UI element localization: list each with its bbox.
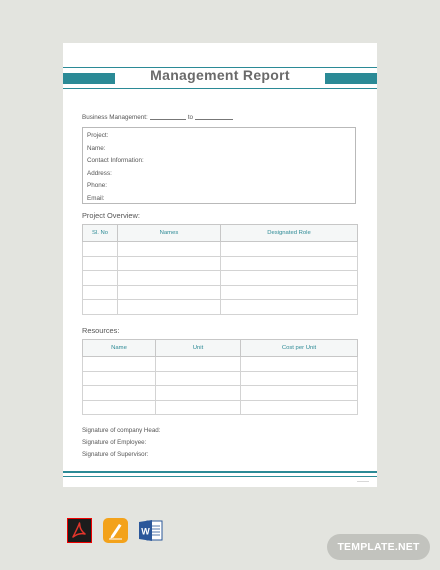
- table-cell[interactable]: [118, 242, 221, 257]
- signature-company-head[interactable]: Signature of company Head:: [82, 427, 161, 434]
- column-header-cost-per-unit: Cost per Unit: [241, 340, 358, 357]
- footer-watermark: ▬▬▬▬: [357, 479, 369, 483]
- title-row: [63, 67, 377, 89]
- table-cell[interactable]: [221, 285, 358, 300]
- table-cell[interactable]: [221, 242, 358, 257]
- column-header-unit: Unit: [156, 340, 241, 357]
- resources-heading: Resources:: [82, 326, 120, 335]
- table-cell[interactable]: [241, 371, 358, 386]
- name-field[interactable]: Name:: [87, 144, 106, 152]
- project-overview-heading: Project Overview:: [82, 211, 140, 220]
- table-row: [83, 271, 358, 286]
- adobe-acrobat-icon[interactable]: [67, 518, 92, 543]
- table-cell[interactable]: [83, 357, 156, 372]
- table-cell[interactable]: [241, 357, 358, 372]
- table-cell[interactable]: [118, 271, 221, 286]
- column-header-designated-role: Designated Role: [221, 225, 358, 242]
- from-blank[interactable]: [150, 119, 186, 120]
- table-cell[interactable]: [156, 400, 241, 415]
- table-row: [83, 400, 358, 415]
- table-cell[interactable]: [83, 242, 118, 257]
- svg-text:W: W: [141, 526, 150, 537]
- table-cell[interactable]: [221, 256, 358, 271]
- table-cell[interactable]: [156, 371, 241, 386]
- table-row: [83, 357, 358, 372]
- to-blank[interactable]: [195, 119, 233, 120]
- table-cell[interactable]: [83, 400, 156, 415]
- microsoft-word-icon[interactable]: [138, 518, 163, 543]
- business-management-label: Business Management:: [82, 114, 148, 121]
- template-net-logo-text: TEMPLATE.NET: [337, 541, 420, 553]
- email-field[interactable]: Email:: [87, 194, 105, 202]
- info-box: [82, 127, 356, 204]
- footer-rule-thick: [63, 471, 377, 473]
- table-cell[interactable]: [83, 371, 156, 386]
- table-row: [83, 256, 358, 271]
- table-cell[interactable]: [118, 285, 221, 300]
- table-cell[interactable]: [83, 300, 118, 315]
- table-cell[interactable]: [83, 271, 118, 286]
- project-overview-table: [82, 224, 358, 315]
- table-row: [83, 242, 358, 257]
- table-cell[interactable]: [156, 357, 241, 372]
- page-title: Management Report: [150, 67, 290, 83]
- table-cell[interactable]: [83, 256, 118, 271]
- contact-information-field[interactable]: Contact Information:: [87, 157, 144, 164]
- table-cell[interactable]: [118, 300, 221, 315]
- address-field[interactable]: Address:: [87, 169, 112, 177]
- table-cell[interactable]: [83, 386, 156, 401]
- table-cell[interactable]: [221, 271, 358, 286]
- table-cell[interactable]: [241, 400, 358, 415]
- table-row: [83, 300, 358, 315]
- column-header-names: Names: [118, 225, 221, 242]
- table-row: [83, 285, 358, 300]
- project-field[interactable]: Project:: [87, 132, 109, 139]
- phone-field[interactable]: Phone:: [87, 182, 107, 189]
- footer-rule-thin: [63, 476, 377, 477]
- table-cell[interactable]: [221, 300, 358, 315]
- table-cell[interactable]: [241, 386, 358, 401]
- template-net-badge[interactable]: [327, 534, 430, 560]
- title-rule-bottom: [63, 88, 377, 89]
- to-label: to: [187, 114, 194, 121]
- report-document: [63, 43, 377, 487]
- signature-employee[interactable]: Signature of Employee:: [82, 439, 147, 446]
- resources-table: [82, 339, 358, 415]
- table-cell[interactable]: [83, 285, 118, 300]
- column-header-name: Name: [83, 340, 156, 357]
- table-row: [83, 386, 358, 401]
- apple-pages-icon[interactable]: [103, 518, 128, 543]
- table-cell[interactable]: [156, 386, 241, 401]
- column-header-sl-no: Sl. No: [83, 225, 118, 242]
- table-row: [83, 371, 358, 386]
- business-management-line: [82, 114, 235, 121]
- table-cell[interactable]: [118, 256, 221, 271]
- signature-supervisor[interactable]: Signature of Supervisor:: [82, 451, 149, 458]
